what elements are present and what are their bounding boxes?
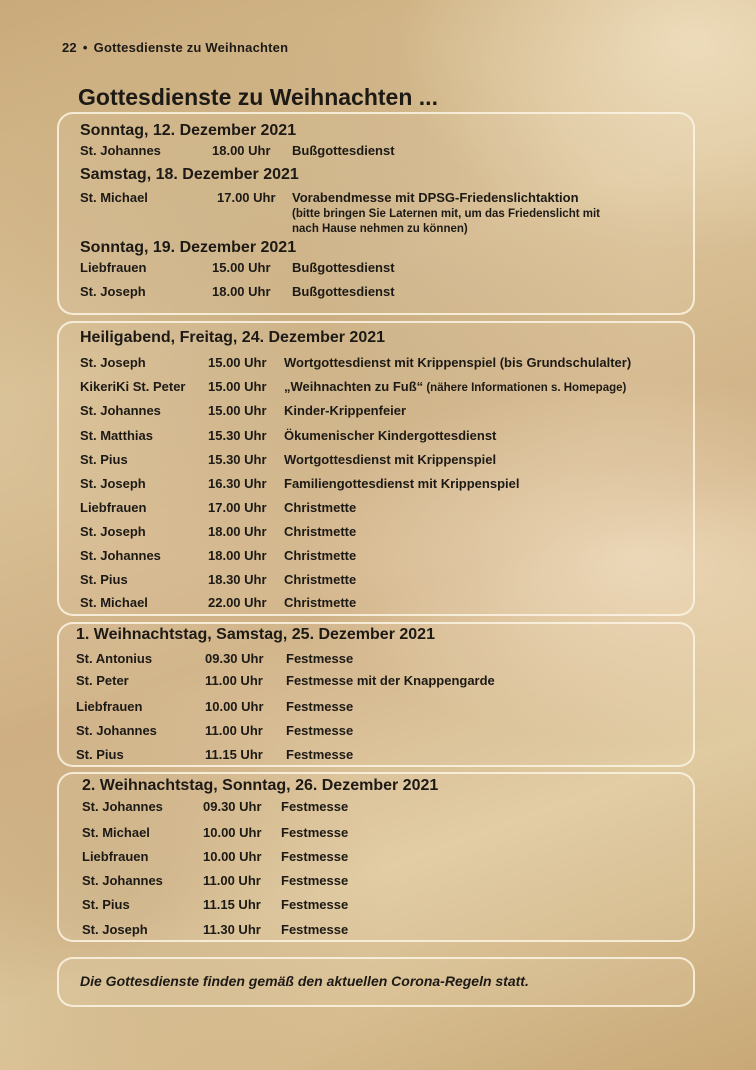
service-time: 18.00 Uhr (212, 143, 271, 158)
service-time: 10.00 Uhr (203, 849, 262, 864)
service-time: 15.30 Uhr (208, 428, 267, 443)
church-name: St. Antonius (76, 651, 153, 666)
header-title: Gottesdienste zu Weihnachten (93, 40, 289, 55)
service-time: 11.00 Uhr (205, 673, 263, 688)
church-name: St. Johannes (80, 403, 161, 418)
church-name: St. Johannes (80, 548, 161, 563)
church-name: St. Joseph (80, 524, 146, 539)
service-description: Kinder-Krippenfeier (284, 403, 407, 418)
church-name: KikeriKi St. Peter (80, 379, 186, 394)
service-time: 11.15 Uhr (205, 747, 263, 762)
service-time: 15.00 Uhr (208, 379, 267, 394)
church-name: Liebfrauen (80, 500, 147, 515)
service-description: Wortgottesdienst mit Krippenspiel (284, 452, 497, 467)
service-description (284, 379, 626, 394)
section-title-boxing-day: 2. Weihnachtstag, Sonntag, 26. Dezember 2021 (82, 777, 439, 794)
church-name: Liebfrauen (82, 849, 149, 864)
service-description: Festmesse (281, 799, 349, 814)
church-name: St. Michael (80, 190, 148, 205)
church-name: Liebfrauen (80, 260, 147, 275)
service-info: (nähere Informationen s. Homepage) (423, 382, 627, 394)
church-name: St. Johannes (82, 799, 163, 814)
service-description: Bußgottesdienst (292, 260, 395, 275)
service-description: Festmesse (286, 747, 354, 762)
service-description: Festmesse (286, 651, 354, 666)
church-name: St. Johannes (76, 723, 157, 738)
church-name: St. Joseph (80, 476, 146, 491)
service-title: „Weihnachten zu Fuß“ (284, 379, 424, 394)
church-name: St. Joseph (80, 355, 146, 370)
church-name: St. Peter (76, 673, 129, 688)
service-note-line: (bitte bringen Sie Laternen mit, um das Friedenslicht mit (292, 208, 600, 220)
service-time: 18.00 Uhr (208, 524, 267, 539)
service-description: Festmesse (281, 873, 349, 888)
church-name: St. Michael (80, 595, 148, 610)
church-name: St. Pius (80, 572, 128, 587)
service-time: 11.30 Uhr (203, 922, 261, 937)
service-time: 10.00 Uhr (203, 825, 262, 840)
service-description: Christmette (284, 524, 357, 539)
service-time: 09.30 Uhr (203, 799, 262, 814)
service-time: 17.00 Uhr (217, 190, 276, 205)
service-description: Festmesse (281, 825, 349, 840)
service-time: 22.00 Uhr (208, 595, 267, 610)
page-number: 22 (62, 40, 77, 55)
section-title-sun19: Sonntag, 19. Dezember 2021 (80, 239, 297, 256)
service-description: Festmesse mit der Knappengarde (286, 673, 495, 688)
service-description: Festmesse (281, 849, 349, 864)
service-description: Festmesse (286, 699, 354, 714)
service-note-line: nach Hause nehmen zu können) (292, 223, 468, 235)
service-description: Bußgottesdienst (292, 284, 395, 299)
church-name: St. Joseph (82, 922, 148, 937)
service-description: Bußgottesdienst (292, 143, 395, 158)
service-time: 11.00 Uhr (203, 873, 261, 888)
service-time: 11.00 Uhr (205, 723, 263, 738)
service-time: 15.00 Uhr (212, 260, 271, 275)
service-time: 18.00 Uhr (208, 548, 267, 563)
service-time: 17.00 Uhr (208, 500, 267, 515)
church-name: St. Pius (80, 452, 128, 467)
service-time: 15.00 Uhr (208, 355, 267, 370)
service-description: Festmesse (286, 723, 354, 738)
service-time: 15.00 Uhr (208, 403, 267, 418)
service-description: Vorabendmesse mit DPSG-Friedenslichtaktion (292, 190, 579, 205)
service-description: Wortgottesdienst mit Krippenspiel (bis Grundschulalter) (284, 355, 632, 370)
service-time: 11.15 Uhr (203, 897, 261, 912)
church-name: St. Michael (82, 825, 150, 840)
service-description: Festmesse (281, 897, 349, 912)
service-description: Ökumenischer Kindergottesdienst (284, 428, 497, 443)
boxing-day-box (57, 772, 695, 942)
church-name: St. Joseph (80, 284, 146, 299)
service-description: Christmette (284, 595, 357, 610)
church-name: Liebfrauen (76, 699, 143, 714)
service-description: Festmesse (281, 922, 349, 937)
service-time: 10.00 Uhr (205, 699, 264, 714)
service-description: Familiengottesdienst mit Krippenspiel (284, 476, 520, 491)
service-description: Christmette (284, 572, 357, 587)
church-name: St. Johannes (80, 143, 161, 158)
service-note (292, 207, 600, 237)
church-name: St. Matthias (80, 428, 153, 443)
service-time: 15.30 Uhr (208, 452, 267, 467)
section-title-christmas-day: 1. Weihnachtstag, Samstag, 25. Dezember 2021 (76, 626, 435, 643)
church-name: St. Johannes (82, 873, 163, 888)
running-header (62, 40, 288, 55)
service-time: 18.30 Uhr (208, 572, 267, 587)
section-title-sun12: Sonntag, 12. Dezember 2021 (80, 122, 297, 139)
service-time: 16.30 Uhr (208, 476, 267, 491)
service-description: Christmette (284, 548, 357, 563)
section-title-christmas-eve: Heiligabend, Freitag, 24. Dezember 2021 (80, 329, 386, 346)
header-separator: • (82, 40, 88, 55)
footer-note: Die Gottesdienste finden gemäß den aktuellen Corona-Regeln statt. (80, 973, 529, 989)
service-description: Christmette (284, 500, 357, 515)
church-name: St. Pius (82, 897, 130, 912)
page-title: Gottesdienste zu Weihnachten ... (78, 84, 438, 110)
church-name: St. Pius (76, 747, 124, 762)
service-time: 09.30 Uhr (205, 651, 264, 666)
section-title-sat18: Samstag, 18. Dezember 2021 (80, 166, 299, 183)
service-time: 18.00 Uhr (212, 284, 271, 299)
